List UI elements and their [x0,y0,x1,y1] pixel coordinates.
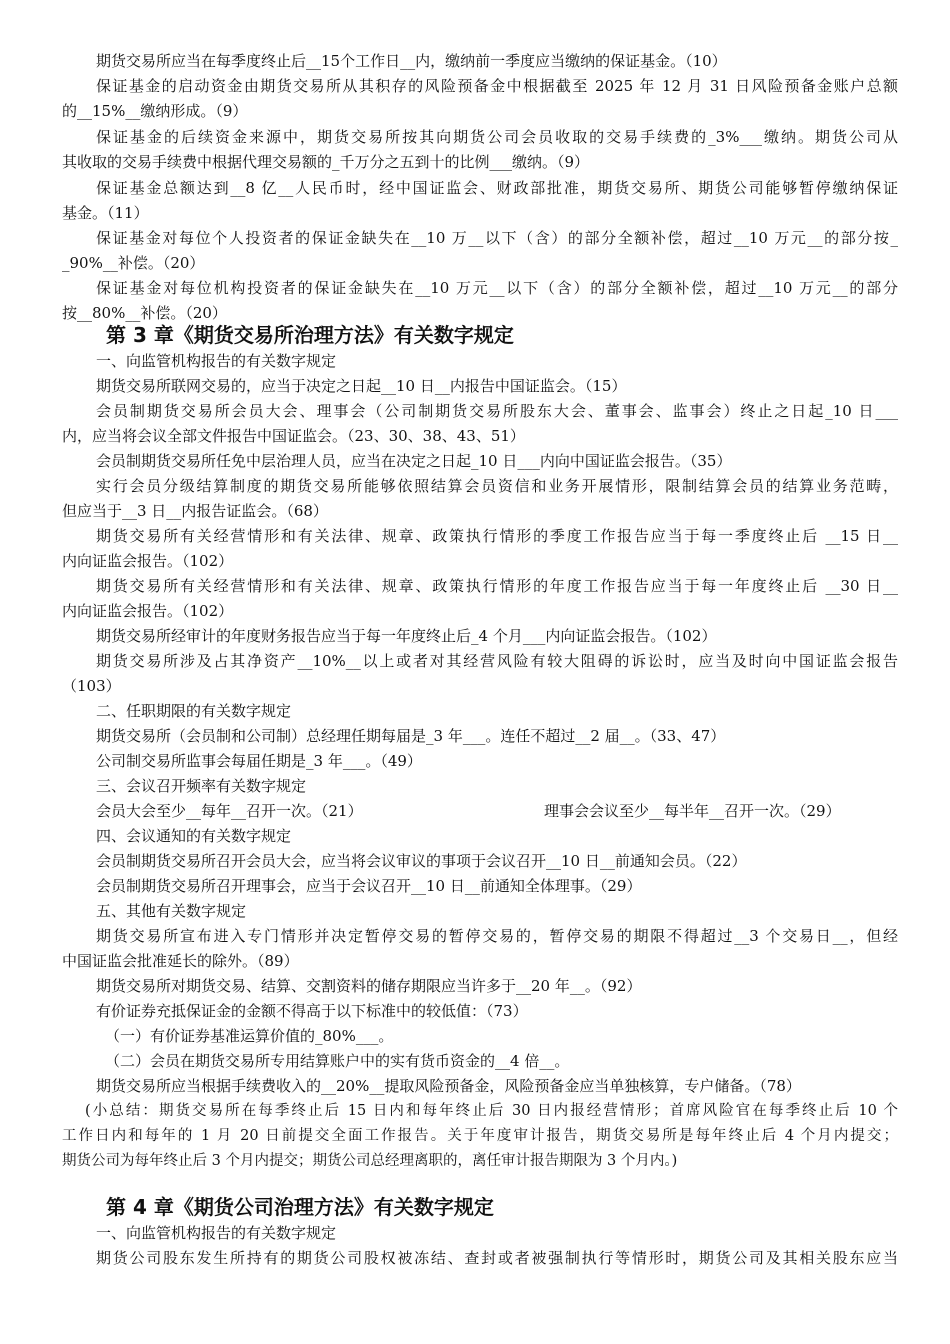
section-heading: 一、向监管机构报告的有关数字规定 [96,352,337,370]
paragraph-line: 公司制交易所监事会每届任期是_3 年___。（49） [96,752,422,770]
summary-line: (小总结：期货交易所在每季终止后 15 日内和每年终止后 30 日内报经营情形；首席风险官在每季终止后 10 个 [85,1103,898,1119]
paragraph-line: 期货交易所应当根据手续费收入的__20%__提取风险预备金，风险预备金应当单独核算，专户储备。（78） [96,1077,801,1095]
summary-line: 期货公司为每年终止后 3 个月内提交；期货公司总经理离职的，离任审计报告期限为 3 个月内。) [62,1153,678,1169]
paragraph-line: 会员制期货交易所任免中层治理人员，应当在决定之日起_10 日___内向中国证监会报告。（35） [96,452,732,470]
paragraph-line: 期货交易所经审计的年度财务报告应当于每一年度终止后_4 个月___内向证监会报告。（102） [96,627,717,645]
section-heading: 一、向监管机构报告的有关数字规定 [96,1224,337,1242]
paragraph-line: 基金。（11） [62,204,149,222]
paragraph-line: 保证基金总额达到__8 亿__人民币时，经中国证监会、财政部批准，期货交易所、期货公司能够暂停缴纳保证 [96,179,898,197]
section-heading: 五、其他有关数字规定 [96,902,247,920]
paragraph-line: 期货交易所应当在每季度终止后__15个工作日__内，缴纳前一季度应当缴纳的保证基金。（10） [96,52,727,70]
chapter-3-title: 第 3 章《期货交易所治理方法》有关数字规定 [106,323,514,347]
paragraph-line: 保证基金对每位机构投资者的保证金缺失在__10 万元__以下（含）的部分全额补偿，超过__10 万元__的部分 [96,279,898,297]
summary-line: 工作日内和每年的 1 月 20 日前提交全面工作报告。关于年度审计报告，期货交易所是每年终止后 4 个月内提交； [62,1128,898,1144]
paragraph-line: 内，应当将会议全部文件报告中国证监会。（23、30、38、43、51） [62,427,525,445]
paragraph-line: 期货交易所联网交易的，应当于决定之日起__10 日__内报告中国证监会。（15） [96,377,627,395]
chapter-4-title: 第 4 章《期货公司治理方法》有关数字规定 [106,1195,494,1219]
paragraph-line: 会员制期货交易所召开会员大会，应当将会议审议的事项于会议召开__10 日__前通知会员。（22） [96,852,747,870]
paragraph-line: 内向证监会报告。（102） [62,602,234,620]
paragraph-line: 期货公司股东发生所持有的期货公司股权被冻结、查封或者被强制执行等情形时，期货公司及其相关股东应当 [96,1249,898,1267]
paragraph-line: 保证基金对每位个人投资者的保证金缺失在__10 万__以下（含）的部分全额补偿，超过__10 万元__的部分按_ [96,229,898,247]
paragraph-line: 有价证券充抵保证金的金额不得高于以下标准中的较低值：（73） [96,1002,528,1020]
paragraph-line: 期货交易所涉及占其净资产__10%__以上或者对其经营风险有较大阻碍的诉讼时，应当及时向中国证监会报告 [96,652,898,670]
paragraph-line: 期货交易所（会员制和公司制）总经理任期每届是_3 年___。连任不超过__2 届__。（33、47） [96,727,726,745]
section-heading: 二、任职期限的有关数字规定 [96,702,292,720]
list-item: （一）有价证券基准运算价值的_80%___。 [105,1027,394,1045]
paragraph-line: 内向证监会报告。（102） [62,552,234,570]
paragraph-line: 中国证监会批准延长的除外。（89） [62,952,299,970]
paragraph-line: 期货交易所宣布进入专门情形并决定暂停交易的暂停交易的，暂停交易的期限不得超过__3 个交易日__，但经 [96,927,898,945]
section-heading: 四、会议通知的有关数字规定 [96,827,292,845]
paragraph-line: 会员制期货交易所会员大会、理事会（公司制期货交易所股东大会、董事会、监事会）终止之日起_10 日___ [96,402,898,420]
meeting-frequency-right: 理事会会议至少__每半年__召开一次。（29） [544,802,841,820]
paragraph-line: 期货交易所有关经营情形和有关法律、规章、政策执行情形的年度工作报告应当于每一年度终止后 __30 日__ [96,577,898,595]
paragraph-line: 保证基金的后续资金来源中，期货交易所按其向期货公司会员收取的交易手续费的_3%___缴纳。期货公司从 [96,128,898,146]
paragraph-line: 期货交易所对期货交易、结算、交割资料的储存期限应当许多于__20 年__。（92） [96,977,642,995]
list-item: （二）会员在期货交易所专用结算账户中的实有货币资金的__4 倍__。 [105,1052,570,1070]
paragraph-line: 按__80%__补偿。（20） [62,304,227,322]
paragraph-line: （103） [62,677,121,695]
paragraph-line: _90%__补偿。（20） [62,254,205,272]
meeting-frequency-left: 会员大会至少__每年__召开一次。（21） [96,802,363,820]
paragraph-line: 的__15%__缴纳形成。（9） [62,102,248,120]
paragraph-line: 保证基金的启动资金由期货交易所从其积存的风险预备金中根据截至 2025 年 12 月 31 日风险预备金账户总额 [96,77,898,95]
paragraph-line: 但应当于__3 日__内报告证监会。（68） [62,502,328,520]
paragraph-line: 实行会员分级结算制度的期货交易所能够依照结算会员资信和业务开展情形，限制结算会员的结算业务范畴， [96,477,898,495]
paragraph-line: 会员制期货交易所召开理事会，应当于会议召开__10 日__前通知全体理事。（29） [96,877,642,895]
paragraph-line: 期货交易所有关经营情形和有关法律、规章、政策执行情形的季度工作报告应当于每一季度终止后 __15 日__ [96,527,898,545]
paragraph-line: 其收取的交易手续费中根据代理交易额的_千万分之五到十的比例___缴纳。（9） [62,153,590,171]
section-heading: 三、会议召开频率有关数字规定 [96,777,307,795]
